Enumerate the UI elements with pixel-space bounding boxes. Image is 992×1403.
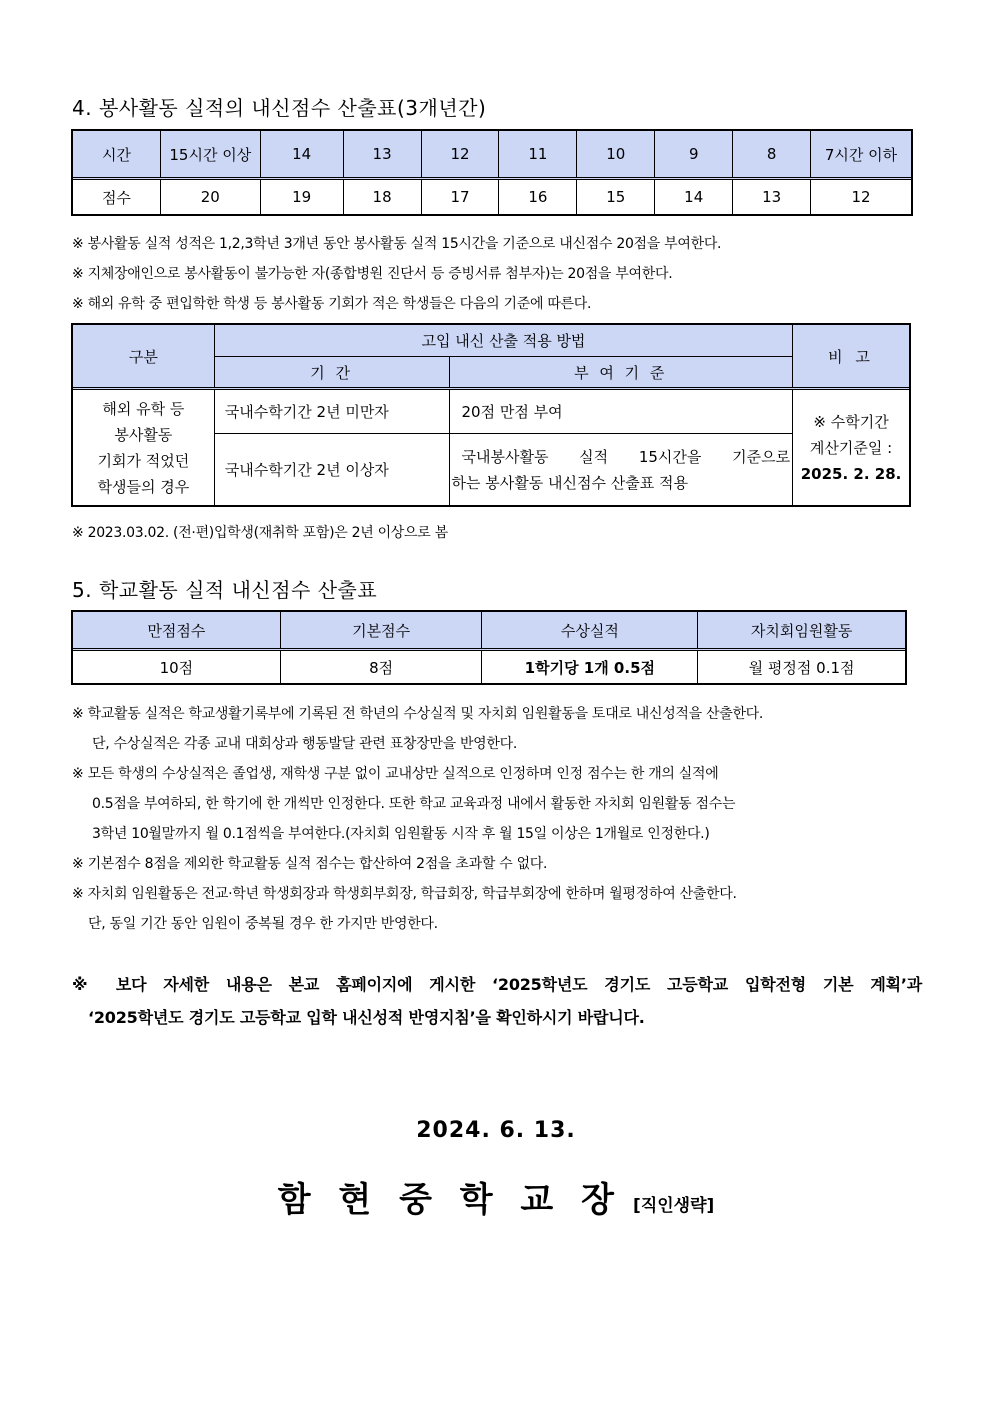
score-cell: 16 <box>499 179 577 215</box>
hours-row <box>73 131 912 179</box>
score-cell: 15 <box>577 179 655 215</box>
max-score-header: 만점점수 <box>73 612 281 650</box>
period-cell: 국내수학기간 2년 미만자 <box>214 389 449 434</box>
section5-note: 단, 수상실적은 각종 교내 대회상과 행동발달 관련 표창장만을 반영한다. <box>92 736 517 752</box>
award-header: 수상실적 <box>482 612 698 650</box>
score-row <box>73 179 912 215</box>
section5-note: 0.5점을 부여하되, 한 학기에 한 개씩만 인정한다. 또한 학교 교육과정 내에서 활동한 자치회 임원활동 점수는 <box>92 796 736 812</box>
score-cell: 17 <box>421 179 499 215</box>
section4-footnote: ※ 2023.03.02. (전·편)입학생(재취학 포함)은 2년 이상으로 봄 <box>72 525 448 541</box>
section4-title: 4. 봉사활동 실적의 내신점수 산출표(3개년간) <box>72 96 487 120</box>
table-row <box>73 650 906 684</box>
section5-note: ※ 자치회 임원활동은 전교·학년 학생회장과 학생회부회장, 학급회장, 학급부회장에 한하며 월평정하여 산출한다. <box>72 886 737 902</box>
hours-cell: 13 <box>343 131 421 179</box>
remark-cell: ※ 수학기간 계산기준일 : 2025. 2. 28. <box>793 389 910 506</box>
award-value: 1학기당 1개 0.5점 <box>482 650 698 684</box>
abroad-students-table <box>72 324 910 506</box>
score-cell: 14 <box>655 179 733 215</box>
method-header: 고입 내신 산출 적용 방법 <box>214 325 792 357</box>
period-cell: 국내수학기간 2년 이상자 <box>214 434 449 506</box>
hours-cell: 12 <box>421 131 499 179</box>
school-activity-table <box>72 611 906 684</box>
seal-omitted-note: [직인생략] <box>633 1196 715 1216</box>
hours-cell: 8 <box>733 131 811 179</box>
hours-cell: 9 <box>655 131 733 179</box>
council-value: 월 평정점 0.1점 <box>698 650 906 684</box>
section4-note: ※ 지체장애인으로 봉사활동이 불가능한 자(종합병원 진단서 등 증빙서류 첨부자)는 20점을 부여한다. <box>72 266 673 282</box>
notice-line-2: ‘2025학년도 경기도 고등학교 입학 내신성적 반영지침’을 확인하시기 바랍니다. <box>88 1008 645 1027</box>
category-header: 구분 <box>73 325 215 389</box>
hours-cell: 14 <box>260 131 343 179</box>
score-cell: 13 <box>733 179 811 215</box>
score-row-label: 점수 <box>73 179 161 215</box>
score-cell: 12 <box>811 179 912 215</box>
hours-row-label: 시간 <box>73 131 161 179</box>
signer-name: 함 현 중 학 교 장 <box>277 1180 622 1220</box>
table-row <box>73 389 910 434</box>
hours-cell: 10 <box>577 131 655 179</box>
base-score-value: 8점 <box>280 650 482 684</box>
volunteer-score-table <box>72 130 912 215</box>
section5-note: ※ 모든 학생의 수상실적은 졸업생, 재학생 구분 없이 교내상만 실적으로 인정하며 인정 점수는 한 개의 실적에 <box>72 766 719 782</box>
period-header: 기 간 <box>214 357 449 389</box>
signature-block <box>0 1172 992 1221</box>
criteria-cell: 국내봉사활동 실적 15시간을 기준으로 하는 봉사활동 내신점수 산출표 적용 <box>449 434 793 506</box>
notice-line-1: ※ 보다 자세한 내용은 본교 홈페이지에 게시한 ‘2025학년도 경기도 고등학교 입학전형 기본 계획’과 <box>72 975 922 994</box>
section5-title: 5. 학교활동 실적 내신점수 산출표 <box>72 578 378 602</box>
criteria-cell: 20점 만점 부여 <box>449 389 793 434</box>
hours-cell: 15시간 이상 <box>160 131 260 179</box>
section4-note: ※ 봉사활동 실적 성적은 1,2,3학년 3개년 동안 봉사활동 실적 15시간을 기준으로 내신점수 20점을 부여한다. <box>72 236 722 252</box>
hours-cell: 11 <box>499 131 577 179</box>
max-score-value: 10점 <box>73 650 281 684</box>
council-header: 자치회임원활동 <box>698 612 906 650</box>
score-cell: 20 <box>160 179 260 215</box>
score-cell: 18 <box>343 179 421 215</box>
section5-note: ※ 학교활동 실적은 학교생활기록부에 기록된 전 학년의 수상실적 및 자치회 임원활동을 토대로 내신성적을 산출한다. <box>72 706 764 722</box>
section5-note: 단, 동일 기간 동안 임원이 중복될 경우 한 가지만 반영한다. <box>88 916 438 932</box>
base-score-header: 기본점수 <box>280 612 482 650</box>
score-cell: 19 <box>260 179 343 215</box>
issue-date: 2024. 6. 13. <box>416 1118 576 1143</box>
category-cell: 해외 유학 등 봉사활동 기회가 적었던 학생들의 경우 <box>73 389 215 506</box>
section5-note: ※ 기본점수 8점을 제외한 학교활동 실적 점수는 합산하여 2점을 초과할 수 없다. <box>72 856 548 872</box>
hours-cell: 7시간 이하 <box>811 131 912 179</box>
section5-note: 3학년 10월말까지 월 0.1점씩을 부여한다.(자치회 임원활동 시작 후 월 15일 이상은 1개월로 인정한다.) <box>92 826 710 842</box>
remark-header: 비 고 <box>793 325 910 389</box>
criteria-header: 부 여 기 준 <box>449 357 793 389</box>
section4-note: ※ 해외 유학 중 편입학한 학생 등 봉사활동 기회가 적은 학생들은 다음의 기준에 따른다. <box>72 296 592 312</box>
